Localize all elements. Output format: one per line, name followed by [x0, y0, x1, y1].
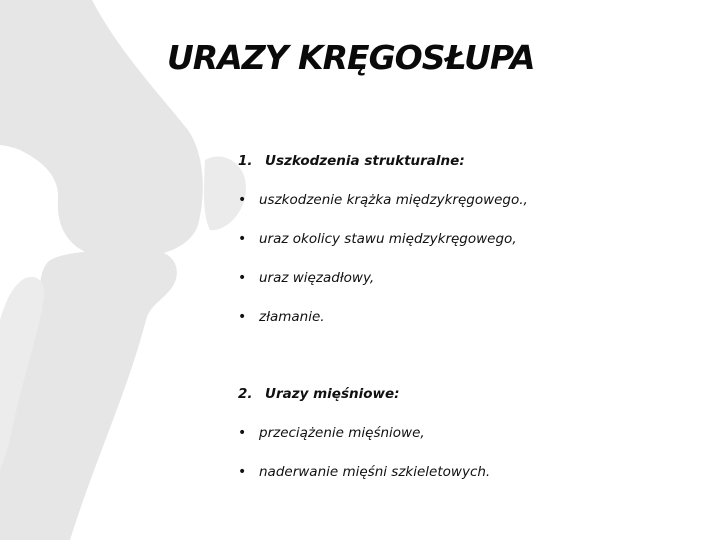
list-item [238, 228, 698, 250]
section-1-number: 1. [238, 153, 253, 169]
bullet-icon: • [238, 231, 247, 247]
bullet-icon: • [238, 270, 247, 286]
section-2-title: Urazy mięśniowe: [265, 386, 400, 402]
list-item [238, 422, 698, 444]
bullet-icon: • [238, 192, 247, 208]
list-item [238, 267, 698, 289]
section-2-number: 2. [238, 386, 253, 402]
list-item-text: złamanie. [259, 309, 325, 325]
list-item-text: uraz więzadłowy, [259, 270, 375, 286]
section-1-heading [238, 150, 698, 172]
list-item [238, 306, 698, 328]
list-item [238, 189, 698, 211]
section-1-title: Uszkodzenia strukturalne: [265, 153, 465, 169]
list-item-text: uraz okolicy stawu międzykręgowego, [259, 231, 517, 247]
bullet-icon: • [238, 464, 247, 480]
list-item-text: naderwanie mięśni szkieletowych. [259, 464, 491, 480]
list-item [238, 461, 698, 483]
slide-title: URAZY KRĘGOSŁUPA [167, 38, 535, 77]
bullet-icon: • [238, 425, 247, 441]
section-2-heading [238, 383, 698, 405]
list-item-text: przeciążenie mięśniowe, [259, 425, 425, 441]
bullet-icon: • [238, 309, 247, 325]
content-list [238, 150, 698, 480]
list-item-text: uszkodzenie krążka międzykręgowego., [259, 192, 528, 208]
